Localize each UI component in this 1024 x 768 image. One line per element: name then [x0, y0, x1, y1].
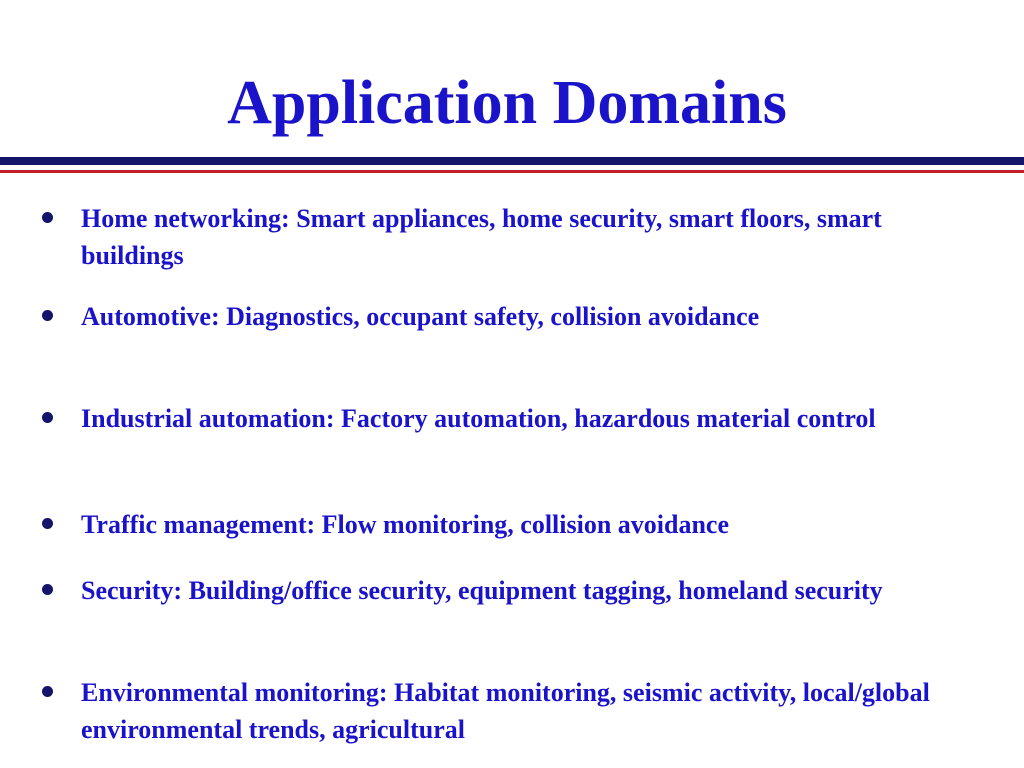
bullet-desc: Diagnostics, occupant safety, collision avoidance — [226, 302, 760, 331]
title-divider-red — [0, 170, 1024, 173]
bullet-text — [81, 400, 951, 437]
bullet-desc: Factory automation, hazardous material control — [341, 404, 876, 433]
bullet-text — [81, 506, 951, 543]
bullet-desc: Habitat monitoring, seismic activity, local/global environmental trends, agricultural — [81, 678, 930, 744]
bullet-text — [81, 572, 951, 609]
bullet-dot-icon — [42, 310, 53, 321]
bullet-dot-icon — [42, 686, 53, 697]
bullet-lead: Home networking: — [81, 204, 290, 233]
bullet-text — [81, 674, 951, 748]
bullet-desc: Flow monitoring, collision avoidance — [321, 510, 730, 539]
bullet-dot-icon — [42, 412, 53, 423]
bullet-dot-icon — [42, 584, 53, 595]
bullet-desc: Smart appliances, home security, smart floors, smart buildings — [81, 204, 882, 270]
bullet-dot-icon — [42, 518, 53, 529]
title-divider-navy — [0, 157, 1024, 165]
bullet-text — [81, 298, 951, 335]
bullet-lead: Automotive: — [81, 302, 220, 331]
bullet-dot-icon — [42, 212, 53, 223]
bullet-lead: Industrial automation: — [81, 404, 335, 433]
bullet-lead: Traffic management: — [81, 510, 316, 539]
bullet-text — [81, 200, 951, 274]
bullet-lead: Security: — [81, 576, 183, 605]
bullet-lead: Environmental monitoring: — [81, 678, 388, 707]
bullet-desc: Building/office security, equipment tagging, homeland security — [188, 576, 883, 605]
slide-title: Application Domains — [227, 69, 787, 137]
